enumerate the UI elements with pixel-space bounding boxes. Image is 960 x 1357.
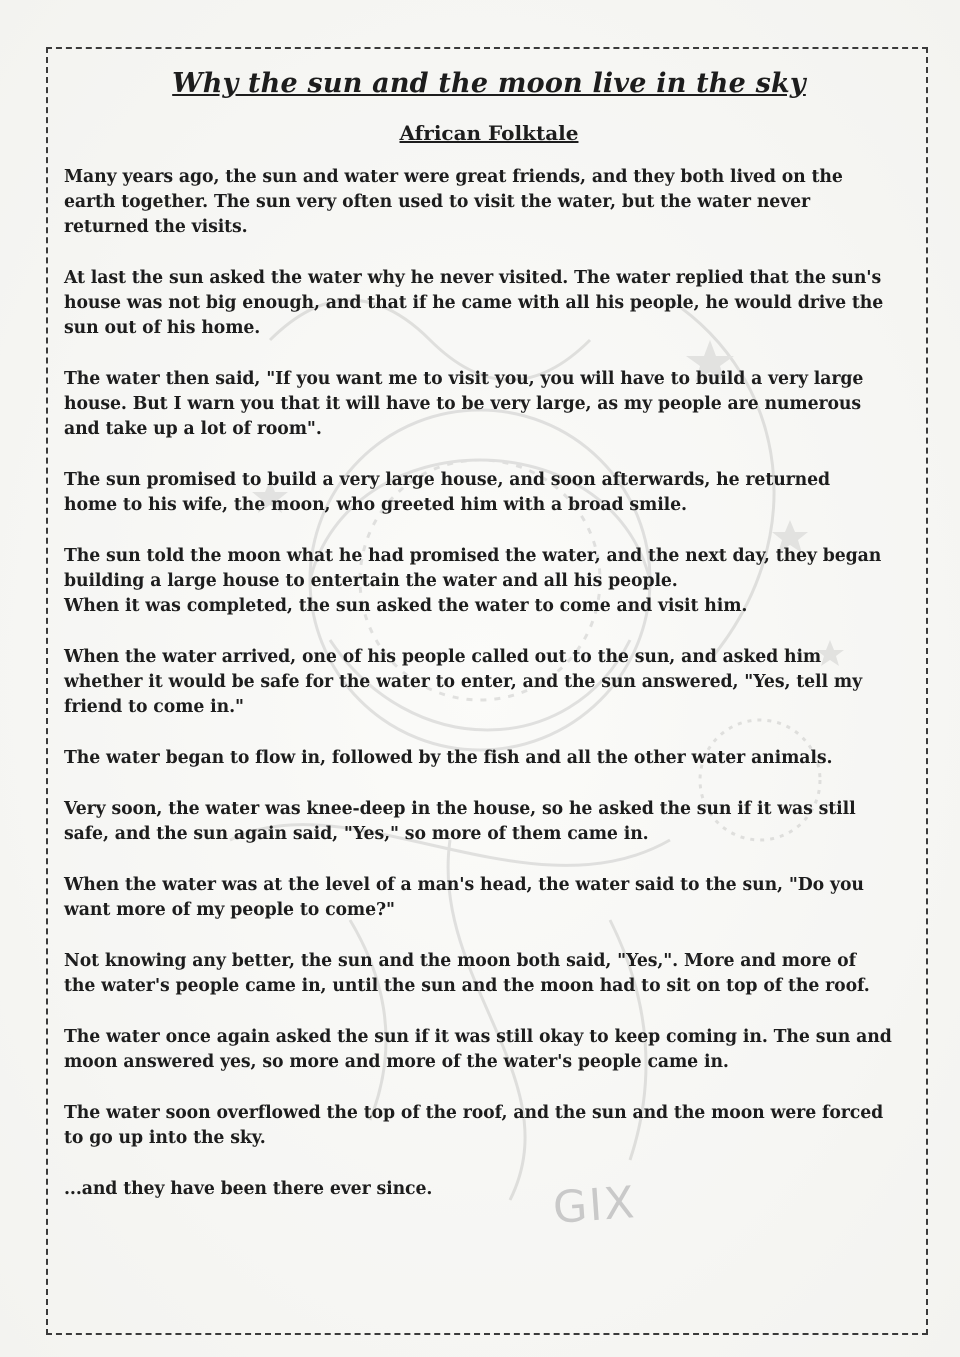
story-paragraph: The water began to flow in, followed by the fish and all the other water animals.: [64, 748, 833, 768]
story-paragraph: The water then said, "If you want me to visit you, you will have to build a very large house. But I warn you that it will have to be very large, as my people are numerous and take up a lot of room".: [64, 369, 864, 439]
story-paragraph: When the water arrived, one of his people called out to the sun, and asked him whether it would be safe for the water to enter, and the sun answered, "Yes, tell my friend to come in.": [64, 647, 863, 717]
story-paragraph: Not knowing any better, the sun and the moon both said, "Yes,". More and more of the water's people came in, until the sun and the moon had to sit on top of the roof.: [64, 951, 870, 996]
story-content: [64, 62, 914, 1228]
artist-signature-watermark: GIX: [551, 1177, 638, 1234]
story-paragraph: The water soon overflowed the top of the roof, and the sun and the moon were forced to go up into the sky.: [64, 1103, 884, 1148]
story-paragraph: When the water was at the level of a man's head, the water said to the sun, "Do you want more of my people to come?": [64, 875, 864, 920]
story-paragraph: ...and they have been there ever since.: [64, 1179, 433, 1199]
story-title: Why the sun and the moon live in the sky: [172, 68, 806, 99]
story-paragraph: Very soon, the water was knee-deep in the house, so he asked the sun if it was still safe, and the sun again said, "Yes," so more of them came in.: [64, 799, 856, 844]
story-paragraph: The sun promised to build a very large house, and soon afterwards, he returned home to his wife, the moon, who greeted him with a broad smile.: [64, 470, 831, 515]
story-paragraph: Many years ago, the sun and water were great friends, and they both lived on the earth together. The sun very often used to visit the water, but the water never returned the visits.: [64, 167, 843, 237]
story-subtitle: African Folktale: [399, 121, 579, 145]
story-paragraph: At last the sun asked the water why he never visited. The water replied that the sun's house was not big enough, and that if he came with all his people, he would drive the sun out of his home.: [64, 268, 884, 338]
story-paragraph: The sun told the moon what he had promised the water, and the next day, they began building a large house to entertain the water and all his people. When it was completed, the sun asked the water to come and visit him.: [64, 546, 882, 616]
story-paragraph: The water once again asked the sun if it was still okay to keep coming in. The sun and moon answered yes, so more and more of the water's people came in.: [64, 1027, 892, 1072]
